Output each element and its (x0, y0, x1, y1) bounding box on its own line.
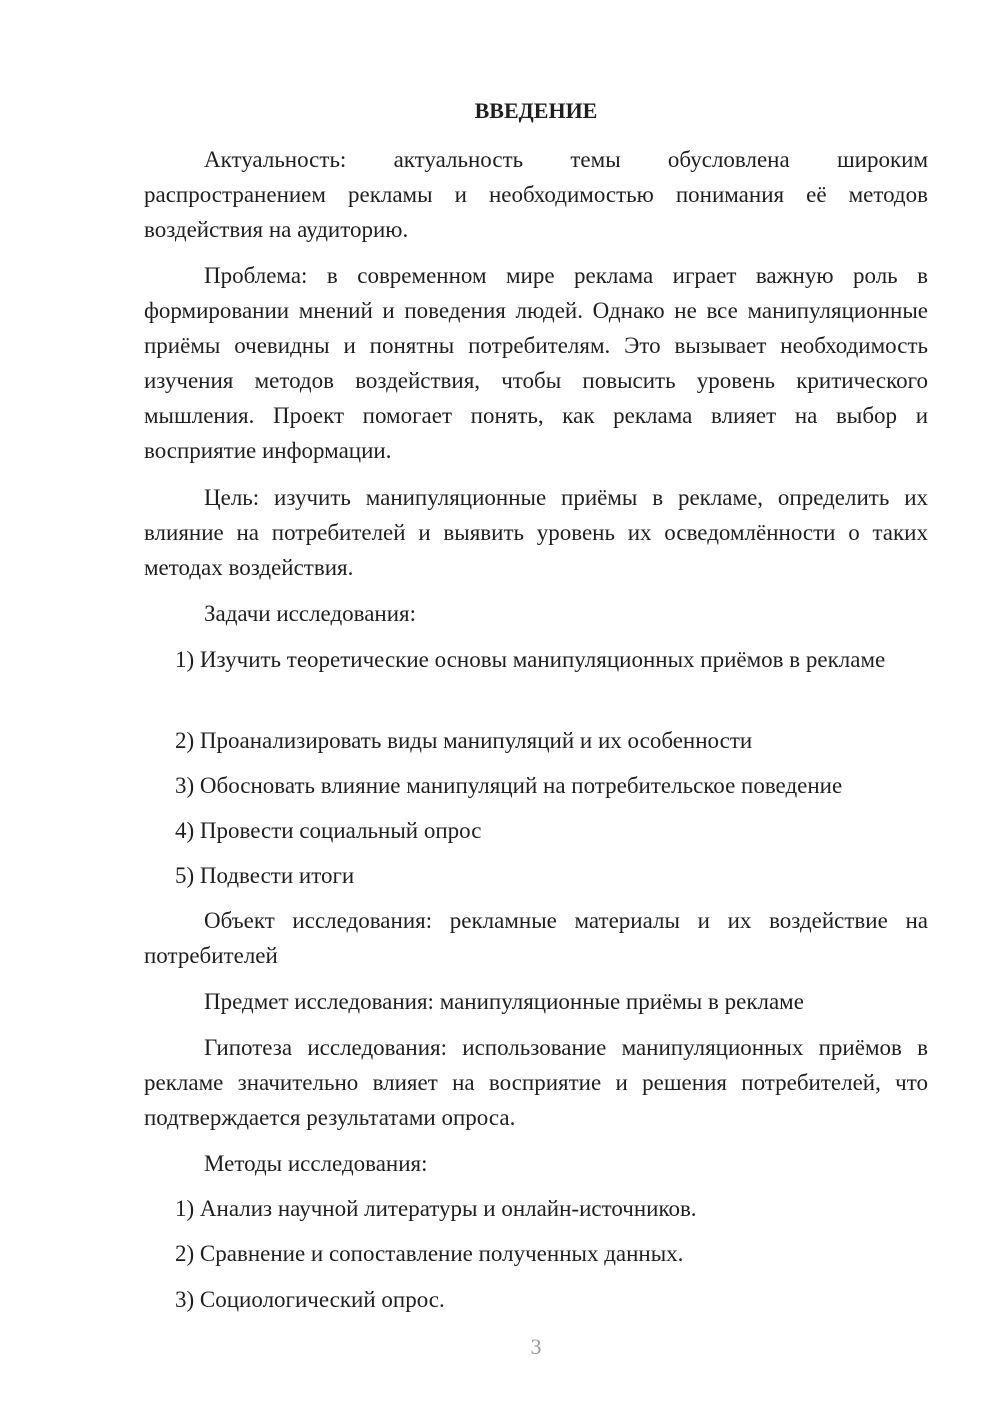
subject-paragraph: Предмет исследования: манипуляционные приёмы в рекламе (204, 989, 804, 1014)
goal-paragraph: Цель: изучить манипуляционные приёмы в рекламе, определить их влияние на потребителей и выявить уровень их осведомлённости о таких методах воздействия. (144, 485, 928, 580)
tasks-heading: Задачи исследования: (204, 601, 417, 626)
task-item: 1) Изучить теоретические основы манипуляционных приёмов в рекламе (175, 647, 886, 672)
task-item: 4) Провести социальный опрос (175, 818, 482, 843)
method-item: 3) Социологический опрос. (175, 1287, 445, 1312)
task-item: 5) Подвести итоги (175, 863, 355, 888)
page-title: ВВЕДЕНИЕ (474, 98, 598, 123)
task-item: 3) Обосновать влияние манипуляций на потребительское поведение (175, 773, 843, 798)
method-item: 2) Сравнение и сопоставление полученных данных. (175, 1241, 684, 1266)
page-number: 3 (530, 1334, 542, 1359)
relevance-paragraph: Актуальность: актуальность темы обусловлена широким распространением рекламы и необходимостью понимания её методов воздействия на аудиторию. (144, 147, 928, 242)
method-item: 1) Анализ научной литературы и онлайн-источников. (175, 1196, 697, 1221)
object-paragraph: Объект исследования: рекламные материалы и их воздействие на потребителей (144, 908, 928, 968)
methods-heading: Методы исследования: (204, 1151, 428, 1176)
task-item: 2) Проанализировать виды манипуляций и их особенности (175, 728, 753, 753)
problem-paragraph: Проблема: в современном мире реклама играет важную роль в формировании мнений и поведения людей. Однако не все манипуляционные приёмы очевидны и понятны потребителям. Это вызывает необходимость изучения методов воздействия, чтобы повысить уровень критического мышления. Проект помогает понять, как реклама влияет на выбор и восприятие информации. (144, 263, 928, 463)
hypothesis-paragraph: Гипотеза исследования: использование манипуляционных приёмов в рекламе значительно влияет на восприятие и решения потребителей, что подтверждается результатами опроса. (144, 1035, 928, 1130)
